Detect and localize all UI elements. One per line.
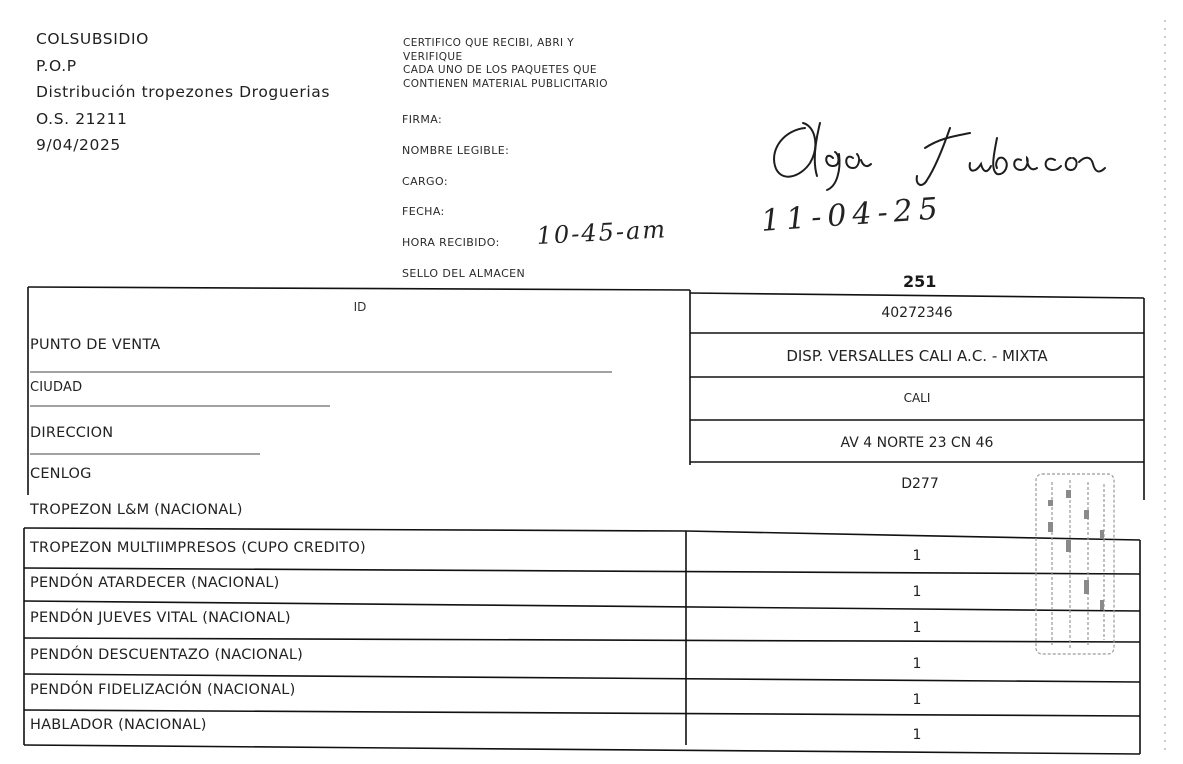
order-number: O.S. 21211: [36, 109, 128, 128]
box-number: 251: [903, 272, 937, 291]
row-value: DISP. VERSALLES CALI A.C. - MIXTA: [786, 347, 1048, 365]
header-block: [36, 26, 330, 159]
certificate-text: [403, 37, 608, 91]
document-date: 9/04/2025: [36, 136, 121, 154]
certificate-line: VERIFIQUE: [403, 50, 463, 63]
row-label: PENDÓN JUEVES VITAL (NACIONAL): [30, 610, 291, 626]
company-name: COLSUBSIDIO: [36, 30, 149, 48]
row-label: CIUDAD: [30, 380, 83, 395]
row-label: CENLOG: [30, 466, 92, 482]
row-value: 1: [912, 548, 922, 564]
row-value: 1: [912, 656, 922, 672]
row-value: 1: [912, 727, 922, 743]
handwritten-hora: 10-45-am: [536, 215, 668, 250]
row-value: 1: [912, 692, 922, 708]
hora-label: HORA RECIBIDO:: [402, 236, 500, 249]
row-label: PENDÓN DESCUENTAZO (NACIONAL): [30, 647, 303, 663]
certificate-line: CADA UNO DE LOS PAQUETES QUE: [403, 64, 597, 76]
firma-label: FIRMA:: [402, 113, 443, 126]
certificate-line: CERTIFICO QUE RECIBI, ABRI Y: [403, 37, 575, 49]
id-header: ID: [353, 300, 367, 314]
row-label: PUNTO DE VENTA: [30, 337, 161, 353]
row-value: CALI: [903, 391, 931, 405]
row-value: 1: [912, 584, 922, 600]
sello-label: SELLO DEL ALMACEN: [402, 267, 526, 280]
row-value: 1: [912, 620, 922, 636]
row-label: DIRECCION: [30, 425, 114, 441]
id-value: 40272346: [881, 305, 953, 321]
row-label: PENDÓN FIDELIZACIÓN (NACIONAL): [30, 682, 296, 698]
fecha-label: FECHA:: [402, 205, 445, 218]
row-value: AV 4 NORTE 23 CN 46: [840, 435, 994, 451]
signature-image: [765, 108, 1115, 203]
warehouse-stamp: [1030, 470, 1120, 660]
certificate-line: CONTIENEN MATERIAL PUBLICITARIO: [403, 77, 608, 90]
nombre-label: NOMBRE LEGIBLE:: [402, 144, 510, 157]
row-value: D277: [901, 476, 939, 492]
row-label: PENDÓN ATARDECER (NACIONAL): [30, 575, 280, 591]
description-label: Distribución tropezones Droguerias: [36, 83, 331, 101]
handwritten-fecha: 11-04-25: [760, 191, 945, 239]
cargo-label: CARGO:: [402, 175, 448, 188]
row-label: TROPEZON L&M (NACIONAL): [30, 502, 243, 518]
row-label: TROPEZON MULTIIMPRESOS (CUPO CREDITO): [30, 540, 366, 556]
category-label: P.O.P: [36, 56, 77, 75]
row-label: HABLADOR (NACIONAL): [30, 717, 207, 733]
